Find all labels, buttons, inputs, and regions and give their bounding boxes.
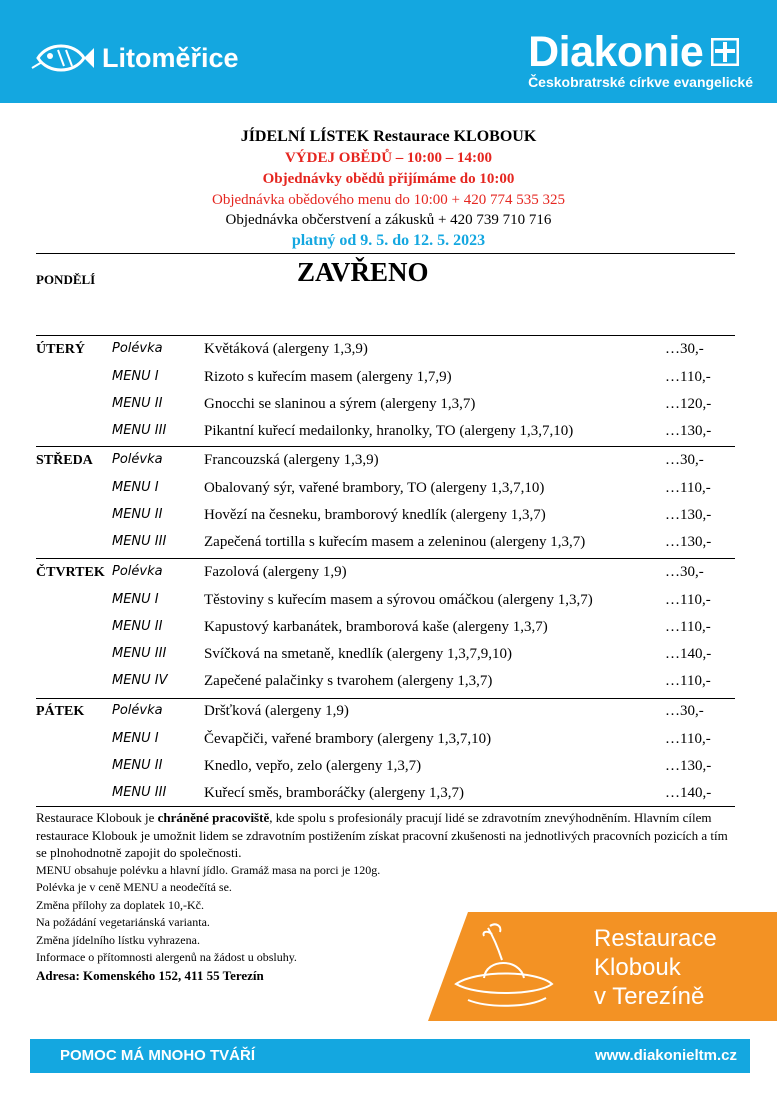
price: …110,- xyxy=(665,480,711,496)
promo-text xyxy=(594,924,717,1011)
dish-name: Pikantní kuřecí medailonky, hranolky, TO (alergeny 1,3,7,10) xyxy=(204,423,574,439)
course-label: MENU II xyxy=(112,396,163,411)
price: …130,- xyxy=(665,423,712,439)
menu-row xyxy=(0,531,777,557)
menu-row xyxy=(0,477,777,503)
diakonie-emblem-icon xyxy=(711,38,739,66)
menu-row xyxy=(0,393,777,419)
menu-row xyxy=(0,700,777,726)
dish-name: Kuřecí směs, bramboráčky (alergeny 1,3,7) xyxy=(204,785,465,801)
note: Změna jídelního lístku vyhrazena. xyxy=(36,932,200,947)
menu-row xyxy=(0,338,777,364)
dish-name: Obalovaný sýr, vařené brambory, TO (alergeny 1,3,7,10) xyxy=(204,480,545,496)
divider xyxy=(36,806,735,807)
diakonie-subtitle: Českobratrské církve evangelické xyxy=(528,74,753,90)
price: …110,- xyxy=(665,619,711,635)
menu-row xyxy=(0,616,777,642)
price: …110,- xyxy=(665,673,711,689)
menu-row xyxy=(0,643,777,669)
note: Informace o přítomnosti alergenů na žádost u obsluhy. xyxy=(36,950,297,964)
promo-line: Restaurace xyxy=(594,925,717,952)
menu-row xyxy=(0,670,777,696)
course-label: MENU II xyxy=(112,619,163,634)
price: …130,- xyxy=(665,758,712,774)
course-label: MENU I xyxy=(112,731,159,746)
price: …110,- xyxy=(665,369,711,385)
menu-row xyxy=(0,366,777,392)
note: Změna přílohy za doplatek 10,-Kč. xyxy=(36,897,204,912)
menu-title: JÍDELNÍ LÍSTEK Restaurace KLOBOUK xyxy=(240,128,537,145)
course-label: MENU III xyxy=(112,646,167,661)
menu-row xyxy=(0,504,777,530)
menu-row xyxy=(0,755,777,781)
menu-row xyxy=(0,449,777,475)
course-label: MENU III xyxy=(112,534,167,549)
promo-line: Klobouk xyxy=(594,954,681,981)
orders-deadline: Objednávky obědů přijímáme do 10:00 xyxy=(262,171,515,187)
dish-name: Dršťková (alergeny 1,9) xyxy=(204,703,349,719)
header-banner xyxy=(0,0,777,103)
website-link[interactable]: www.diakonieltm.cz xyxy=(595,1047,737,1064)
dish-name: Těstoviny s kuřecím masem a sýrovou omáčkou (alergeny 1,3,7) xyxy=(204,592,593,608)
snack-order-phone: Objednávka občerstvení a zákusků + 420 739 710 716 xyxy=(225,212,552,228)
divider xyxy=(36,253,735,254)
menu-row xyxy=(0,782,777,808)
divider xyxy=(36,698,735,699)
dish-name: Svíčková na smetaně, knedlík (alergeny 1,3,7,9,10) xyxy=(204,646,512,662)
menu-row xyxy=(0,561,777,587)
price: …110,- xyxy=(665,592,711,608)
dish-name: Rizoto s kuřecím masem (alergeny 1,7,9) xyxy=(204,369,452,385)
monday-label: PONDĚLÍ xyxy=(36,272,96,287)
price: …130,- xyxy=(665,507,712,523)
litomerice-brand: Litoměřice xyxy=(102,42,239,73)
menu-row xyxy=(0,420,777,446)
course-label: MENU I xyxy=(112,480,159,495)
promo-line: v Terezíně xyxy=(594,983,705,1010)
course-label: MENU III xyxy=(112,423,167,438)
note: Polévka je v ceně MENU a neodečítá se. xyxy=(36,880,232,894)
litomerice-logo xyxy=(30,38,239,78)
dish-name: Zapečené palačinky s tvarohem (alergeny 1,3,7) xyxy=(204,673,493,689)
menu-row xyxy=(0,589,777,615)
price: …30,- xyxy=(665,452,704,468)
validity-dates: platný od 9. 5. do 12. 5. 2023 xyxy=(291,232,486,249)
dish-name: Hovězí na česneku, bramborový knedlík (alergeny 1,3,7) xyxy=(204,507,546,523)
day-label: PÁTEK xyxy=(36,704,85,719)
course-label: Polévka xyxy=(112,341,163,356)
day-label: ČTVRTEK xyxy=(36,565,105,580)
price: …130,- xyxy=(665,534,712,550)
price: …120,- xyxy=(665,396,712,412)
diakonie-logo xyxy=(528,28,753,90)
course-label: MENU I xyxy=(112,369,159,384)
note: MENU obsahuje polévku a hlavní jídlo. Gramáž masa na porci je 120g. xyxy=(36,862,381,877)
dish-name: Zapečená tortilla s kuřecím masem a zeleninou (alergeny 1,3,7) xyxy=(204,534,586,550)
bottom-banner xyxy=(30,1039,750,1073)
course-label: MENU III xyxy=(112,785,167,800)
course-label: MENU I xyxy=(112,592,159,607)
course-label: MENU II xyxy=(112,758,163,773)
dish-name: Gnocchi se slaninou a sýrem (alergeny 1,3,7) xyxy=(204,396,476,412)
intro-paragraph: Restaurace Klobouk je chráněné pracoviště, kde spolu s profesionály pracují lidé se zdravotním znevýhodněním. Hlavním cílem restaurace Klobouk je umožnit lidem se zdravotním postižením získat pracovní zkušenosti na jednotlivých pracovních pozicích a tím se plnohodnotně zapojit do společnosti. xyxy=(36,810,728,860)
slogan: POMOC MÁ MNOHO TVÁŘÍ xyxy=(60,1047,255,1064)
menu-order-phone: Objednávka obědového menu do 10:00 + 420 774 535 325 xyxy=(212,192,565,208)
day-label: ÚTERÝ xyxy=(36,342,86,357)
note: Na požádání vegetariánská varianta. xyxy=(36,915,210,929)
divider xyxy=(36,335,735,336)
monday-closed: ZAVŘENO xyxy=(297,257,429,287)
price: …140,- xyxy=(665,785,712,801)
day-label: STŘEDA xyxy=(36,453,93,468)
dish-name: Knedlo, vepřo, zelo (alergeny 1,3,7) xyxy=(204,758,422,774)
restaurant-promo xyxy=(428,912,777,1021)
course-label: Polévka xyxy=(112,564,163,579)
address: Adresa: Komenského 152, 411 55 Terezín xyxy=(36,967,264,983)
course-label: MENU IV xyxy=(112,673,168,688)
fish-icon xyxy=(30,38,96,78)
dish-name: Francouzská (alergeny 1,3,9) xyxy=(204,452,379,468)
dish-name: Fazolová (alergeny 1,9) xyxy=(204,564,347,580)
dish-name: Květáková (alergeny 1,3,9) xyxy=(204,341,368,357)
price: …140,- xyxy=(665,646,712,662)
lunch-hours: VÝDEJ OBĚDŮ – 10:00 – 14:00 xyxy=(284,150,493,166)
diakonie-brand: Diakonie xyxy=(528,28,704,76)
divider xyxy=(36,558,735,559)
course-label: Polévka xyxy=(112,452,163,467)
price: …110,- xyxy=(665,731,711,747)
price: …30,- xyxy=(665,341,704,357)
price: …30,- xyxy=(665,703,704,719)
divider xyxy=(36,446,735,447)
menu-row xyxy=(0,728,777,754)
course-label: MENU II xyxy=(112,507,163,522)
dish-name: Kapustový karbanátek, bramborová kaše (alergeny 1,3,7) xyxy=(204,619,548,635)
dish-name: Čevapčiči, vařené brambory (alergeny 1,3,7,10) xyxy=(204,731,492,747)
course-label: Polévka xyxy=(112,703,163,718)
price: …30,- xyxy=(665,564,704,580)
